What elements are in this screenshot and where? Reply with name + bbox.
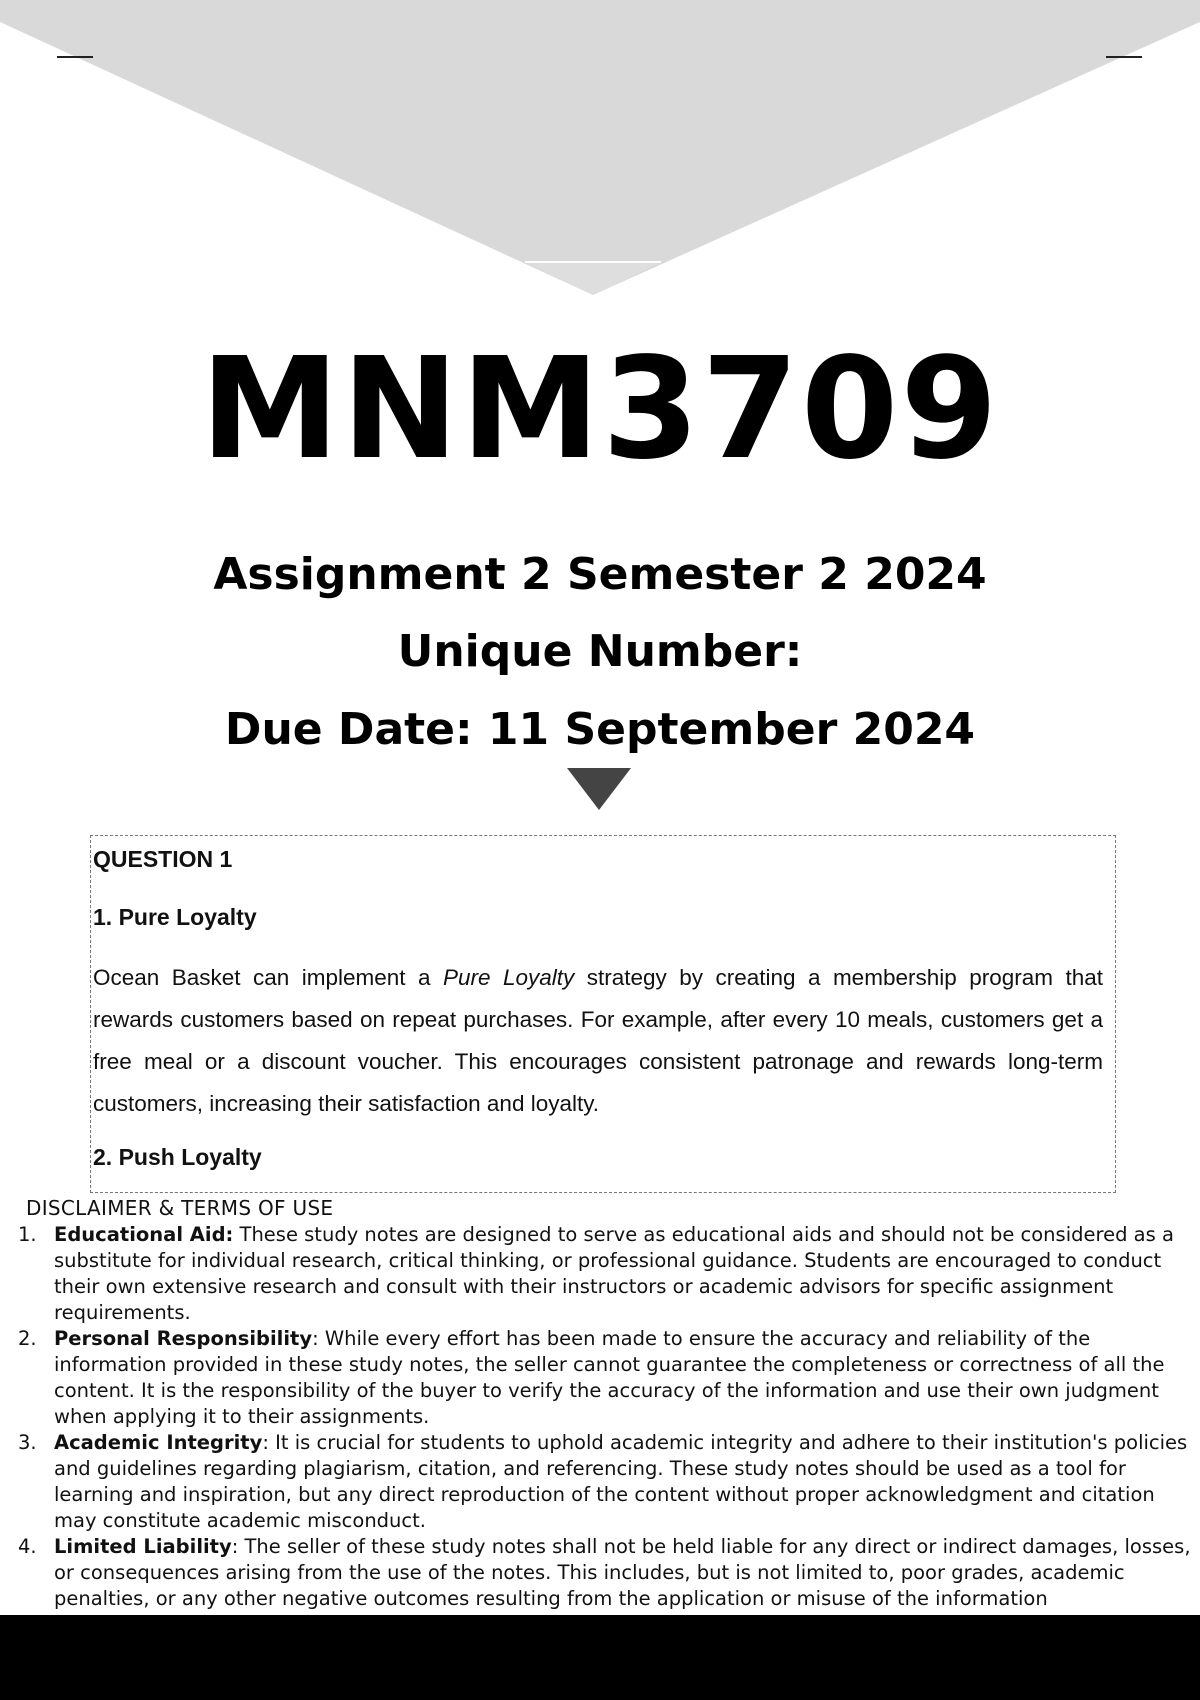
unique-number-label: Unique Number:: [397, 626, 803, 677]
disclaimer-terms-list: [0, 1222, 1200, 1612]
disclaimer-title: DISCLAIMER & TERMS OF USE: [26, 1196, 334, 1220]
due-date-line: Due Date: 11 September 2024: [224, 704, 976, 755]
paragraph-text-end: strategy by creating a membership program that rewards customers based on repeat purchases. For example, after every 10 meals, customers get a free meal or a discount voucher. This encourages consistent patronage and rewards long-term customers, increasing their satisfaction and loyalty.: [93, 965, 1103, 1116]
disclaimer-item: [0, 1534, 1200, 1612]
banner-notch: [525, 262, 661, 295]
disclaimer-item: [0, 1326, 1200, 1430]
disclaimer-item-text: : While every effort has been made to ensure the accuracy and reliability of the information provided in these study notes, the seller cannot guarantee the completeness or correctness of all the content. It is the responsibility of the buyer to verify the accuracy of the information and use their own judgment when applying it to their assignments.: [54, 1327, 1165, 1428]
disclaimer-item-title: Personal Responsibility: [54, 1327, 313, 1350]
disclaimer-item: [0, 1222, 1200, 1326]
corner-mark-right: [1106, 56, 1142, 58]
down-arrow-icon: [567, 768, 631, 812]
section-heading-push-loyalty: 2. Push Loyalty: [93, 1144, 262, 1170]
disclaimer-item-title: Educational Aid:: [54, 1223, 234, 1246]
cover-banner-graphic: [0, 0, 1200, 300]
disclaimer-item-number: 3.: [18, 1431, 37, 1454]
corner-mark-left: [57, 56, 93, 58]
course-code-title: MNM3709: [200, 328, 1000, 491]
disclaimer-item-text: These study notes are designed to serve as educational aids and should not be considered as a substitute for individual research, critical thinking, or professional guidance. Students are encouraged to conduct their own extensive research and consult with their instructors or academic advisors for specific assignment requirements.: [54, 1223, 1174, 1324]
pure-loyalty-paragraph: [93, 957, 1103, 1125]
paragraph-emphasis: Pure Loyalty: [442, 965, 575, 990]
question-title: QUESTION 1: [93, 846, 233, 872]
assignment-line: Assignment 2 Semester 2 2024: [213, 549, 987, 600]
disclaimer-item-number: 2.: [18, 1327, 37, 1350]
disclaimer-item-text: : It is crucial for students to uphold academic integrity and adhere to their institution's policies and guidelines regarding plagiarism, citation, and referencing. These study notes should be used as a tool for learning and inspiration, but any direct reproduction of the content without proper acknowledgment and citation may constitute academic misconduct.: [54, 1431, 1188, 1532]
disclaimer-item-number: 4.: [18, 1535, 37, 1558]
bottom-black-bar: [0, 1615, 1200, 1700]
banner-chevron: [0, 0, 1200, 295]
disclaimer-item-text: : The seller of these study notes shall not be held liable for any direct or indirect damages, losses, or consequences arising from the use of the notes. This includes, but is not limited to, poor grades, academic penalties, or any other negative outcomes resulting from the application or misuse of the information: [54, 1535, 1191, 1610]
disclaimer-item: [0, 1430, 1200, 1534]
section-heading-pure-loyalty: 1. Pure Loyalty: [93, 904, 257, 930]
disclaimer-item-number: 1.: [18, 1223, 37, 1246]
disclaimer-item-title: Limited Liability: [54, 1535, 232, 1558]
document-preview-box: [90, 835, 1116, 1193]
disclaimer-item-title: Academic Integrity: [54, 1431, 263, 1454]
paragraph-text-start: Ocean Basket can implement a: [93, 965, 443, 990]
